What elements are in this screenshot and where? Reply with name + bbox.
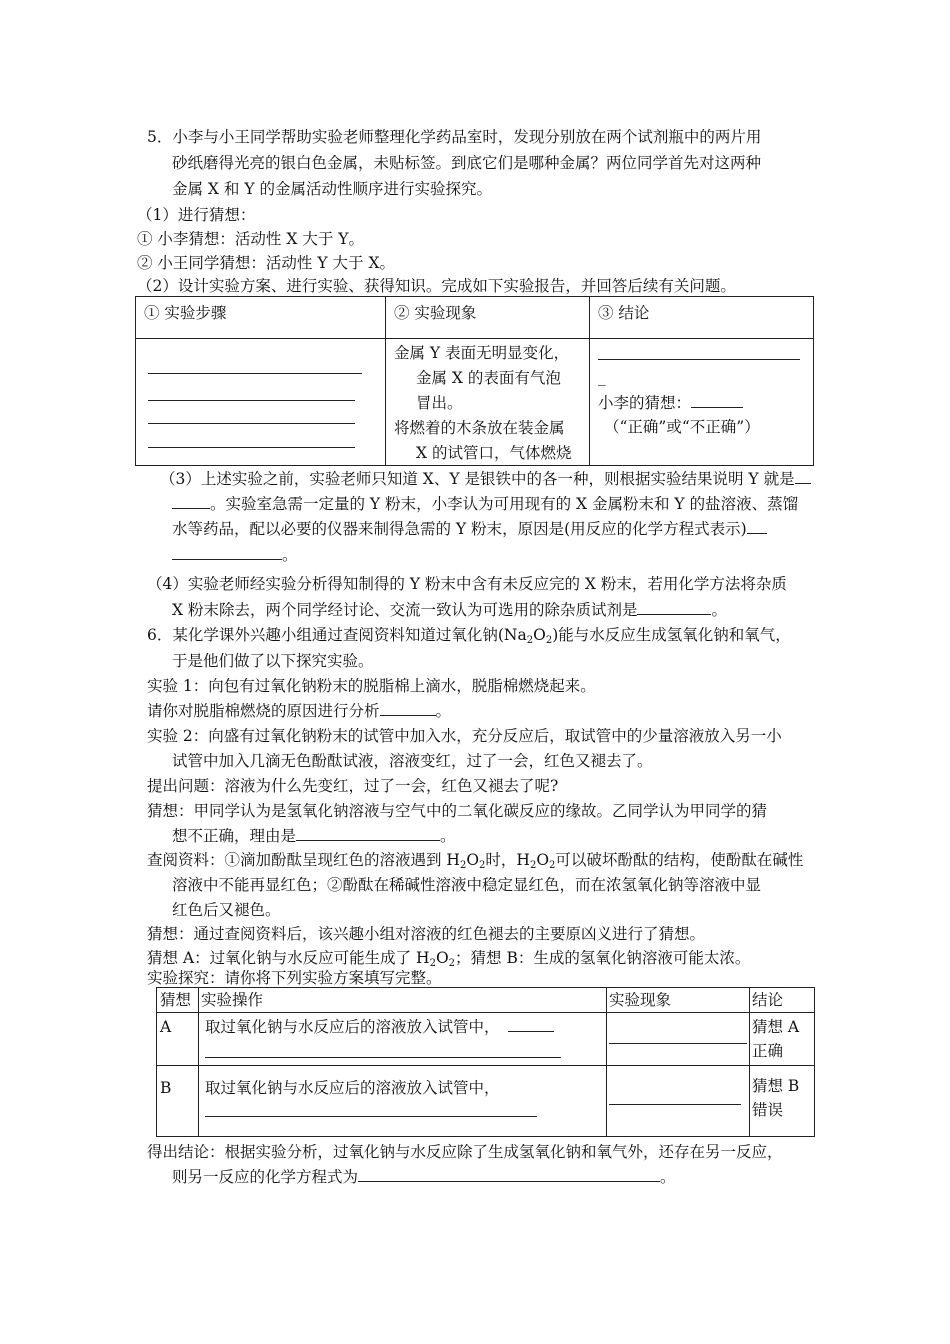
conclusion-blank-tail: _ bbox=[598, 368, 606, 386]
phenomenon-line5: X 的试管口，气体燃烧 bbox=[416, 444, 572, 462]
q6-explore: 实验探究：请你将下列实验方案填写完整。 bbox=[147, 969, 442, 987]
q6-guess-line2: 想不正确，理由是 。 bbox=[172, 827, 456, 845]
phenomenon-line1: 金属 Y 表面无明显变化， bbox=[394, 344, 570, 362]
steps-blank-2[interactable] bbox=[148, 400, 355, 401]
q5-steps-cell bbox=[136, 339, 386, 466]
equation-blank[interactable] bbox=[358, 1167, 660, 1182]
q5-intro-line1: 5．小李与小王同学帮助实验老师整理化学药品室时，发现分别放在两个试剂瓶中的两片用 bbox=[147, 128, 762, 146]
combustion-reason-blank[interactable] bbox=[380, 701, 436, 716]
q6-guess2: 猜想：通过查阅资料后，该兴趣小组对溶液的红色褪去的主要原凶义进行了猜想。 bbox=[147, 925, 706, 943]
q6-rowB-conclusion: 猜想 B 错误 bbox=[750, 1066, 815, 1137]
q6-conclusion-line1: 得出结论：根据实验分析，过氧化钠与水反应除了生成氢氧化钠和氧气外，还存在另一反应， bbox=[147, 1143, 783, 1161]
q6-question: 提出问题：溶液为什么先变红，过了一会，红色又褪去了呢? bbox=[147, 777, 559, 795]
q5-header-conclusion: ③ 结论 bbox=[590, 297, 814, 339]
q6-experiment2-line1: 实验 2：向盛有过氧化钠粉末的试管中加入水，充分反应后，取试管中的少量溶液放入另一小 bbox=[147, 727, 782, 745]
guess-correct-blank[interactable] bbox=[691, 393, 743, 408]
q5-header-phenomenon: ② 实验现象 bbox=[386, 297, 590, 339]
q6-reference-line2: 溶液中不能再显红色；②酚酞在稀碱性溶液中稳定显红色，而在浓氢氧化钠等溶液中显 bbox=[172, 876, 762, 894]
q6-reference-line3: 红色后又褪色。 bbox=[172, 901, 281, 919]
q6-rowA-operation: 取过氧化钠与水反应后的溶液放入试管中， bbox=[199, 1013, 607, 1066]
q5-part1-heading: （1）进行猜想： bbox=[137, 206, 256, 224]
q6-experiment1: 实验 1：向包有过氧化钠粉末的脱脂棉上滴水，脱脂棉燃烧起来。 bbox=[147, 677, 596, 695]
rowA-op-blank-a[interactable] bbox=[508, 1017, 554, 1032]
q6-rowA-conclusion: 猜想 A 正确 bbox=[750, 1013, 815, 1066]
q6-header-conclusion: 结论 bbox=[750, 988, 815, 1013]
q6-header-operation: 实验操作 bbox=[199, 988, 607, 1013]
rowB-phenomenon-blank[interactable] bbox=[609, 1104, 741, 1105]
q6-rowB-operation: 取过氧化钠与水反应后的溶液放入试管中， bbox=[199, 1066, 607, 1137]
q5-part3-line2: 。实验室急需一定量的 Y 粉末，小李认为可用现有的 X 金属粉末和 Y 的盐溶液、蒸馏 bbox=[172, 494, 798, 514]
q6-conclusion-line2: 则另一反应的化学方程式为 。 bbox=[172, 1168, 676, 1186]
q6-header-guess: 猜想 bbox=[157, 988, 199, 1013]
q5-conclusion-cell bbox=[590, 339, 814, 466]
q5-guess-xiaoli: ① 小李猜想：活动性 X 大于 Y。 bbox=[137, 230, 364, 248]
conclusion-blank[interactable] bbox=[598, 359, 800, 360]
q6-intro-line1: 6．某化学课外兴趣小组通过查阅资料知道过氧化钠$(Na_2O_2)$能与水反应生成氢氧化钠和氧气， bbox=[147, 626, 791, 646]
rowB-op-blank[interactable] bbox=[205, 1116, 537, 1117]
q5-header-steps: ① 实验步骤 bbox=[136, 297, 386, 339]
q6-experiment-table bbox=[156, 987, 815, 1137]
q6-rowB-label: B bbox=[157, 1066, 199, 1137]
conclusion-hint: （“正确”或“不正确”） bbox=[604, 418, 760, 436]
phenomenon-line3: 冒出。 bbox=[416, 394, 463, 412]
q5-guess-xiaowang: ② 小王同学猜想：活动性 Y 大于 X。 bbox=[137, 254, 395, 272]
q5-part2-heading: （2）设计实验方案、进行实验、获得知识。完成如下实验报告，并回答后续有关问题。 bbox=[137, 277, 736, 295]
q6-rowA-label: A bbox=[157, 1013, 199, 1066]
q6-header-phenomenon: 实验现象 bbox=[607, 988, 750, 1013]
q6-guess-line1: 猜想：甲同学认为是氢氧化钠溶液与空气中的二氧化碳反应的缘故。乙同学认为甲同学的猜 bbox=[147, 802, 768, 820]
q5-part4-line1: （4）实验老师经实验分析得知制得的 Y 粉末中含有未反应完的 X 粉末，若用化学方法将杂质 bbox=[147, 575, 787, 593]
equation-blank-b[interactable] bbox=[172, 545, 282, 560]
steps-blank-1[interactable] bbox=[148, 373, 362, 374]
q5-phenomenon-cell bbox=[386, 339, 590, 466]
q6-rowB-phenomenon bbox=[607, 1066, 750, 1137]
q6-rowA-phenomenon bbox=[607, 1013, 750, 1066]
q6-intro-line2: 于是他们做了以下探究实验。 bbox=[172, 652, 374, 670]
q5-report-table bbox=[135, 296, 814, 466]
y-metal-blank-b[interactable] bbox=[172, 494, 210, 509]
q6-experiment2-line2: 试管中加入几滴无色酚酞试液，溶液变红，过了一会，红色又褪去了。 bbox=[172, 752, 653, 770]
reagent-blank[interactable] bbox=[637, 600, 711, 615]
q5-part3-line3: 水等药品，配以必要的仪器来制得急需的 Y 粉末，原因是(用反应的化学方程式表示) bbox=[172, 519, 767, 539]
q5-part4-line2: X 粉末除去，两个同学经讨论、交流一致认为可选用的除杂质试剂是 。 bbox=[172, 601, 727, 619]
phenomenon-line4: 将燃着的木条放在装金属 bbox=[394, 419, 565, 437]
q5-intro-line3: 金属 X 和 Y 的金属活动性顺序进行实验探究。 bbox=[172, 180, 492, 198]
q5-part3-line4: 。 bbox=[172, 545, 298, 565]
q5-part3-line1: （3）上述实验之前，实验老师只知道 X、Y 是银铁中的各一种，则根据实验结果说明 Y 就是 bbox=[160, 469, 811, 489]
rowA-op-blank-b[interactable] bbox=[205, 1057, 561, 1058]
rowA-phenomenon-blank[interactable] bbox=[609, 1043, 747, 1044]
reason-blank[interactable] bbox=[296, 826, 440, 841]
phenomenon-line2: 金属 X 的表面有气泡 bbox=[416, 369, 561, 387]
q6-guess-ab: 猜想 A：过氧化钠与水反应可能生成了 $H_2O_2$；猜想 B：生成的氢氧化钠溶液可能太浓。 bbox=[147, 949, 751, 969]
steps-blank-4[interactable] bbox=[148, 447, 355, 448]
q5-intro-line2: 砂纸磨得光亮的银白色金属，未贴标签。到底它们是哪种金属？两位同学首先对这两种 bbox=[172, 154, 762, 172]
q6-experiment1-question: 请你对脱脂棉燃烧的原因进行分析 。 bbox=[147, 702, 452, 720]
conclusion-xiaoli-guess: 小李的猜想： bbox=[598, 393, 743, 413]
q6-reference-line1: 查阅资料：①滴加酚酞呈现红色的溶液遇到 $H_2O_2$时，$H_2O_2$可以破坏酚酞的结构，使酚酞在碱性 bbox=[147, 851, 804, 871]
y-metal-blank-a[interactable] bbox=[795, 469, 811, 484]
equation-blank-a[interactable] bbox=[747, 519, 767, 534]
steps-blank-3[interactable] bbox=[148, 423, 355, 424]
